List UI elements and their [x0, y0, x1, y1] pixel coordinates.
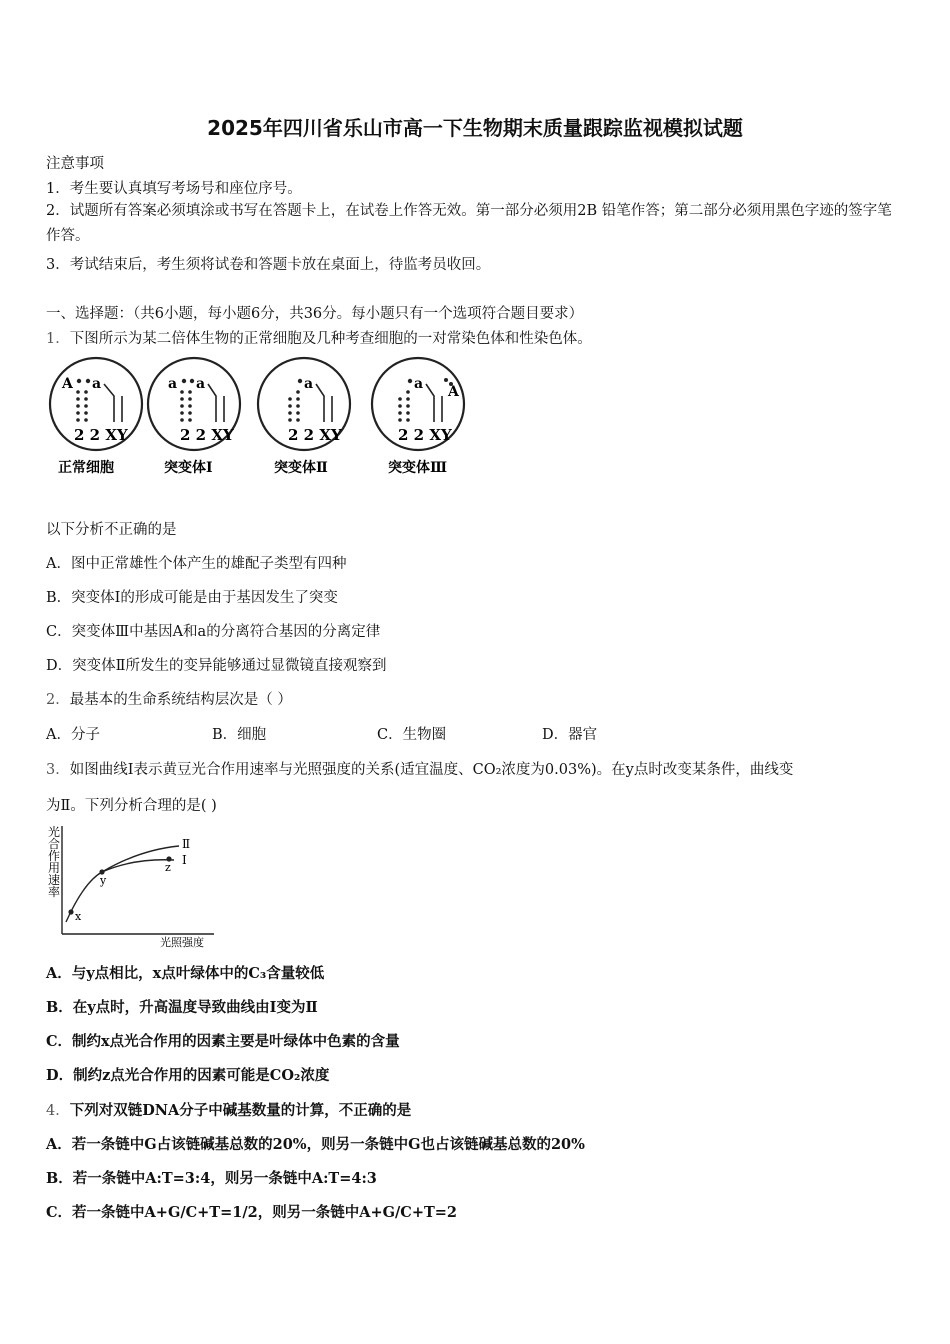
graph-ylabel-1: 光 — [48, 825, 61, 839]
q4-stem — [46, 1099, 411, 1120]
cell-mutant-3-label-A: A — [448, 384, 459, 400]
cell-normal — [50, 358, 142, 476]
point-x — [68, 909, 73, 914]
q1-prompt: 以下分析不正确的是 — [46, 522, 177, 538]
graph-ylabel-5: 速 — [48, 873, 61, 887]
q3-stem-line2: 为Ⅱ。下列分析合理的是( ) — [46, 798, 217, 814]
cell-mutant-2 — [258, 358, 350, 476]
graph-ylabel-6: 率 — [48, 885, 61, 899]
q2-option-c: C．生物圈 — [377, 727, 447, 743]
cell-mutant-2-label-a: a — [304, 376, 314, 392]
q2-option-a: A．分子 — [46, 727, 100, 743]
point-y-label: y — [100, 874, 107, 887]
q3-option-d: D．制约z点光合作用的因素可能是CO₂浓度 — [46, 1067, 330, 1084]
point-z-label: z — [165, 861, 171, 874]
curve-2-label: Ⅱ — [182, 837, 191, 851]
notice-item-2: 2．试题所有答案必须填涂或书写在答题卡上，在试卷上作答无效。第一部分必须用2B 铅笔作答；第二部分必须用黑色字迹的签字笔作答。 — [46, 203, 892, 244]
q2-number: 2． — [46, 692, 70, 708]
curve-1-label: Ⅰ — [182, 853, 187, 867]
curve-2 — [66, 846, 179, 922]
q1-figure — [46, 352, 476, 482]
q2-option-b: B．细胞 — [212, 727, 267, 743]
cell-mutant-1-bottom: 2 2 XY — [180, 426, 234, 444]
q4-option-b: B．若一条链中A:T=3:4，则另一条链中A:T=4:3 — [46, 1170, 377, 1187]
graph-ylabel-2: 合 — [48, 837, 61, 851]
graph-ylabel-3: 作 — [48, 849, 61, 863]
q1-option-a: A．图中正常雄性个体产生的雄配子类型有四种 — [46, 556, 347, 572]
cell-normal-bottom: 2 2 XY — [74, 426, 128, 444]
cell-mutant-3-label-a: a — [414, 376, 424, 392]
cell-mutant-3-caption: 突变体Ⅲ — [388, 460, 448, 476]
q1-stem-text: 下图所示为某二倍体生物的正常细胞及几种考查细胞的一对常染色体和性染色体。 — [69, 331, 592, 347]
q1-option-b: B．突变体Ⅰ的形成可能是由于基因发生了突变 — [46, 590, 338, 606]
q4-option-a: A．若一条链中G占该链碱基总数的20%，则另一条链中G也占该链碱基总数的20% — [46, 1136, 585, 1153]
cell-mutant-1-label-a2: a — [196, 376, 206, 392]
cell-mutant-3-bottom: 2 2 XY — [398, 426, 452, 444]
q2-stem — [46, 688, 292, 709]
point-x-label: x — [75, 910, 82, 923]
q3-stem-text: 如图曲线Ⅰ表示黄豆光合作用速率与光照强度的关系(适宜温度、CO₂浓度为0.03%)。在y点时改变某条件，曲线变 — [69, 762, 794, 778]
notice-item-1: 1．考生要认真填写考场号和座位序号。 — [46, 181, 302, 197]
cell-mutant-1-caption: 突变体Ⅰ — [164, 460, 213, 476]
cell-mutant-2-bottom: 2 2 XY — [288, 426, 342, 444]
notice-heading: 注意事项 — [46, 156, 104, 172]
cell-mutant-1-label-a1: a — [168, 376, 178, 392]
q3-option-a: A．与y点相比，x点叶绿体中的C₃含量较低 — [46, 965, 325, 982]
q1-option-c: C．突变体Ⅲ中基因A和a的分离符合基因的分离定律 — [46, 624, 381, 640]
q1-option-d: D．突变体Ⅱ所发生的变异能够通过显微镜直接观察到 — [46, 658, 387, 674]
q4-stem-text: 下列对双链DNA分子中碱基数量的计算，不正确的是 — [69, 1102, 412, 1119]
graph-ylabel-4: 用 — [48, 861, 61, 875]
cell-mutant-2-caption: 突变体Ⅱ — [274, 460, 328, 476]
graph-xlabel: 光照强度 — [160, 936, 204, 949]
q2-option-d: D．器官 — [542, 727, 598, 743]
q4-number: 4． — [46, 1103, 70, 1119]
section-heading: 一、选择题：（共6小题，每小题6分，共36分。每小题只有一个选项符合题目要求） — [46, 306, 584, 322]
q1-number: 1． — [46, 331, 70, 347]
q3-graph — [44, 822, 219, 950]
cell-normal-caption: 正常细胞 — [58, 460, 114, 476]
q1-stem — [46, 327, 592, 348]
cell-mutant-3 — [372, 358, 464, 476]
q3-stem-line1 — [46, 758, 793, 779]
q3-number: 3． — [46, 762, 70, 778]
cell-mutant-1 — [148, 358, 240, 476]
q4-option-c: C．若一条链中A+G/C+T=1/2，则另一条链中A+G/C+T=2 — [46, 1204, 458, 1221]
notice-item-3: 3．考试结束后，考生须将试卷和答题卡放在桌面上，待监考员收回。 — [46, 257, 491, 273]
q2-stem-text: 最基本的生命系统结构层次是（ ） — [69, 692, 292, 708]
cell-normal-label-A: A — [62, 376, 73, 392]
page-title: 2025年四川省乐山市高一下生物期末质量跟踪监视模拟试题 — [207, 116, 743, 140]
cell-normal-label-a: a — [92, 376, 102, 392]
q3-option-b: B．在y点时，升高温度导致曲线由Ⅰ变为Ⅱ — [46, 999, 318, 1016]
q3-option-c: C．制约x点光合作用的因素主要是叶绿体中色素的含量 — [46, 1033, 400, 1050]
